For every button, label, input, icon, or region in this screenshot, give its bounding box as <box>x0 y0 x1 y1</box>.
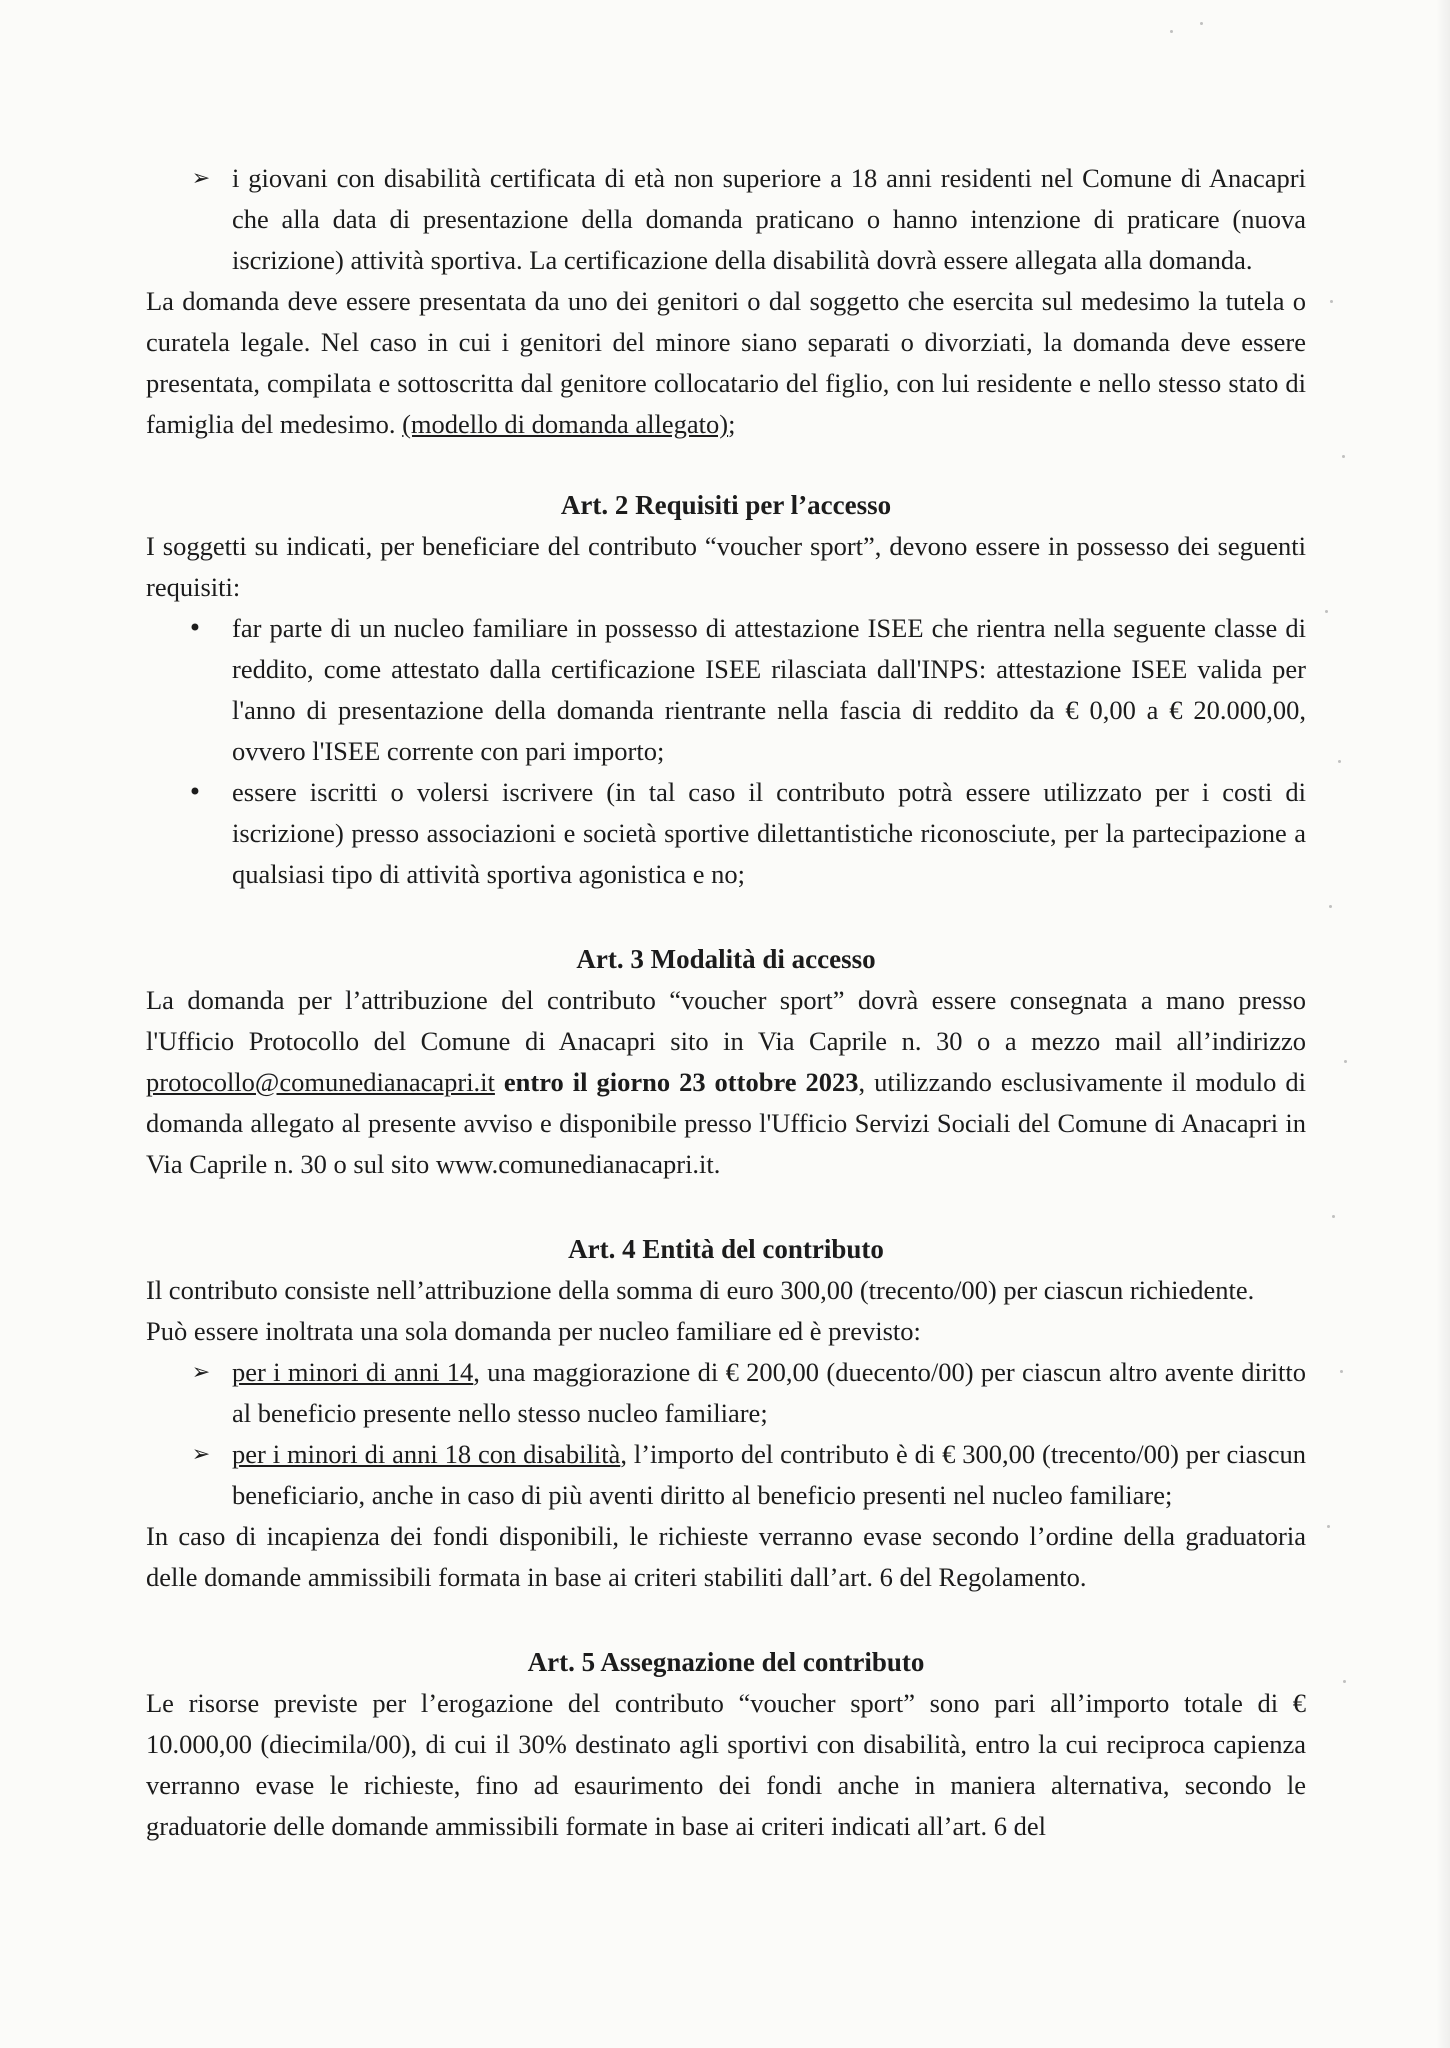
art5-heading: Art. 5 Assegnazione del contributo <box>527 1647 925 1677</box>
art3-text-a: La domanda per l’attribuzione del contributo “voucher sport” dovrà essere consegnata a mano presso l'Ufficio Protocollo del Comune di Anacapri sito in Via Caprile n. 30 o a mezzo mail all’indirizzo <box>146 985 1306 1056</box>
scan-edge-shadow <box>1436 0 1450 2048</box>
art4-item-2-underlined: per i minori di anni 18 con disabilità <box>232 1439 621 1469</box>
intro-list <box>146 158 1306 281</box>
dot-bullet-icon: • <box>187 778 203 806</box>
dot-bullet-icon: • <box>187 614 203 642</box>
application-form-reference: (modello di domanda allegato) <box>402 409 729 439</box>
intro-paragraph-text: La domanda deve essere presentata da uno dei genitori o dal soggetto che esercita sul medesimo la tutela o curatela legale. Nel caso in cui i genitori del minore siano separati o divorziati, la domanda deve essere presentata, compilata e sottoscritta dal genitore collocatario del figlio, con lui residente e nello stesso stato di famiglia del medesimo. <box>146 286 1306 439</box>
intro-paragraph-end: ; <box>728 409 736 439</box>
art4-paragraph-1: Il contributo consiste nell’attribuzione della somma di euro 300,00 (trecento/00) per ciascun richiedente. <box>146 1275 1255 1305</box>
list-item <box>146 158 1306 281</box>
scan-speck <box>1342 455 1345 458</box>
arrowhead-bullet-icon: ➢ <box>191 166 211 191</box>
scan-speck <box>1344 1060 1347 1063</box>
art2-list <box>146 608 1306 895</box>
document-page <box>146 158 1306 1847</box>
scan-speck <box>1200 22 1203 25</box>
art4-heading: Art. 4 Entità del contributo <box>568 1234 884 1264</box>
deadline-text: entro il giorno 23 ottobre 2023 <box>494 1067 859 1097</box>
intro-paragraph <box>146 281 1306 445</box>
list-item <box>146 772 1306 895</box>
list-item <box>146 1352 1306 1434</box>
list-item <box>146 1434 1306 1516</box>
art3-heading: Art. 3 Modalità di accesso <box>576 944 876 974</box>
art2-heading: Art. 2 Requisiti per l’accesso <box>560 490 892 520</box>
arrowhead-bullet-icon: ➢ <box>191 1360 211 1385</box>
art4-item-1-text: , una maggiorazione di € 200,00 (duecento/00) per ciascun altro avente diritto al beneficio presente nello stesso nucleo familiare; <box>232 1357 1306 1428</box>
art3-text-b: , utilizzando esclusivamente il modulo di domanda allegato al presente avviso e disponibile presso l'Ufficio Servizi Sociali del Comune di Anacapri in Via Caprile n. 30 o sul sito www.comunedianacapri.it. <box>146 1067 1306 1179</box>
art2-item-text: essere iscritti o volersi iscrivere (in tal caso il contributo potrà essere utilizzato per i costi di iscrizione) presso associazioni e società sportive dilettantistiche riconosciute, per la partecipazione a qualsiasi tipo di attività sportiva agonistica e no; <box>232 777 1306 889</box>
art3-paragraph <box>146 980 1306 1185</box>
art4-paragraph-3: In caso di incapienza dei fondi disponibili, le richieste verranno evase secondo l’ordine della graduatoria delle domande ammissibili formata in base ai criteri stabiliti dall’art. 6 del Regolamento. <box>146 1521 1306 1592</box>
art4-paragraph-2: Può essere inoltrata una sola domanda per nucleo familiare ed è previsto: <box>146 1316 921 1346</box>
arrowhead-bullet-icon: ➢ <box>191 1442 211 1467</box>
scan-speck <box>1327 1525 1330 1528</box>
art2-paragraph: I soggetti su indicati, per beneficiare del contributo “voucher sport”, devono essere in possesso dei seguenti requisiti: <box>146 531 1306 602</box>
scan-speck <box>1325 610 1328 613</box>
art4-item-2-text: , l’importo del contributo è di € 300,00 (trecento/00) per ciascun beneficiario, anche in caso di più aventi diritto al beneficio presenti nel nucleo familiare; <box>232 1439 1307 1510</box>
art5-paragraph: Le risorse previste per l’erogazione del contributo “voucher sport” sono pari all’importo totale di € 10.000,00 (diecimila/00), di cui il 30% destinato agli sportivi con disabilità, entro la cui reciproca capienza verranno evase le richieste, fino ad esaurimento dei fondi anche in maniera alternativa, secondo le graduatorie delle domande ammissibili formate in base ai criteri indicati all’art. 6 del <box>146 1688 1306 1841</box>
list-item <box>146 608 1306 772</box>
scan-speck <box>1170 30 1173 33</box>
scan-speck <box>1329 905 1332 908</box>
scan-speck <box>1330 300 1333 303</box>
art4-list <box>146 1352 1306 1516</box>
scan-speck <box>1343 1680 1346 1683</box>
art2-item-text: far parte di un nucleo familiare in possesso di attestazione ISEE che rientra nella seguente classe di reddito, come attestato dalla certificazione ISEE rilasciata dall'INPS: attestazione ISEE valida per l'anno di presentazione della domanda rientrante nella fascia di reddito da € 0,00 a € 20.000,00, ovvero l'ISEE corrente con pari importo; <box>232 613 1306 766</box>
email-link[interactable]: protocollo@comunedianacapri.it <box>146 1067 495 1097</box>
scan-speck <box>1338 760 1341 763</box>
intro-bullet-text: i giovani con disabilità certificata di età non superiore a 18 anni residenti nel Comune di Anacapri che alla data di presentazione della domanda praticano o hanno intenzione di praticare (nuova iscrizione) attività sportiva. La certificazione della disabilità dovrà essere allegata alla domanda. <box>232 163 1306 275</box>
scan-speck <box>1332 1215 1335 1218</box>
scan-speck <box>1340 1370 1343 1373</box>
art4-item-1-underlined: per i minori di anni 14 <box>232 1357 474 1387</box>
